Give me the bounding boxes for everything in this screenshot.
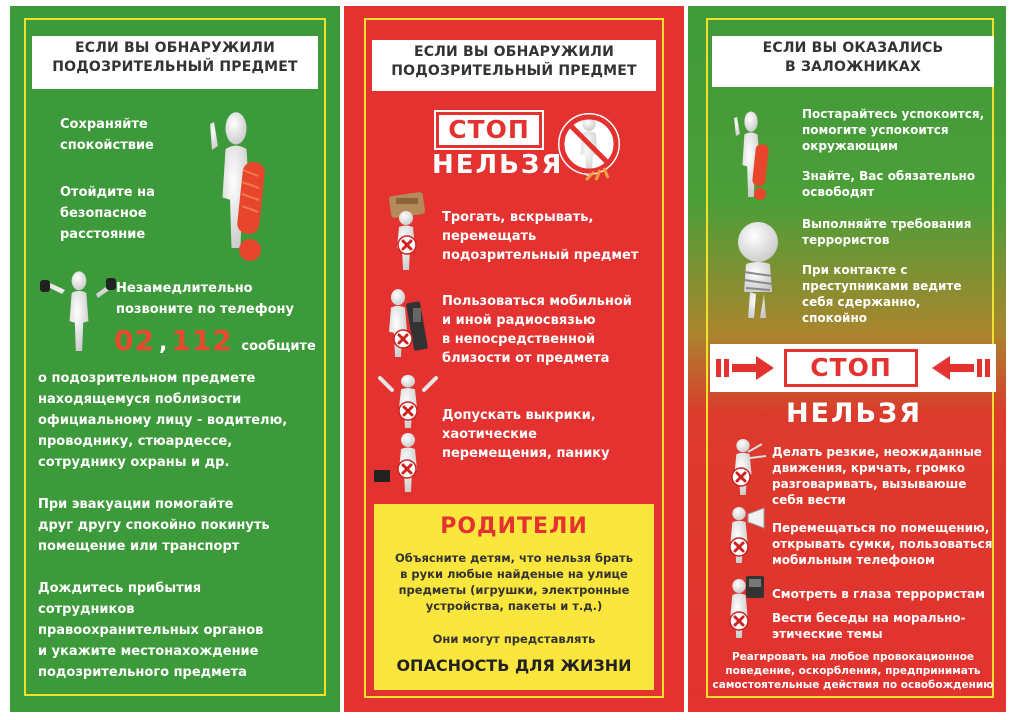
text-line: освободят [802,185,875,199]
phone-separator: , [158,331,168,356]
phone-number-02: 02 [114,324,155,357]
mobile-phone-figure-icon [374,286,434,362]
hostage-forbidden-sudden-moves [772,444,982,508]
text-line: о подозрительном предмете [38,371,256,386]
text-line: Перемещаться по помещению, [772,521,990,535]
text-line: Выполняйте требования [802,217,972,231]
text-line: движения, кричать, громко [772,461,965,475]
text-line: друг другу спокойно покинуть [38,518,270,533]
text-line: разговаривать, вызываюше [772,477,967,491]
text-line: сотрудников [38,602,135,617]
text-line: Реагировать на любое провокационное [731,651,975,663]
text-line: При контакте с [802,263,908,277]
text-line: Вести беседы на морально- [772,611,966,625]
forbidden-item-mobile [442,292,632,368]
no-sign-figure-icon [556,108,622,188]
text-line: безопасное [60,206,147,221]
header-line: ПОДОЗРИТЕЛЬНЫЙ ПРЕДМЕТ [391,63,637,79]
text-line: подозрительного предмета [38,665,247,680]
forbidden-label: НЕЛЬЗЯ [432,150,564,180]
text-line: Дождитесь прибытия [38,581,202,596]
shouting-figure-icon [718,438,768,498]
phone-number-112: 112 [171,324,233,357]
parents-text [374,550,654,614]
hostage-item-rescue [802,168,975,200]
hostage-figure-icon [728,220,788,320]
text-line: в руки любые найденые на улице [400,567,628,581]
hostage-forbidden-provocation [712,650,994,692]
text-line: правоохранительных органов [38,623,264,638]
text-line: официальному лицу - водителю, [38,413,288,428]
forbidden-item-panic [442,406,610,463]
text-line: сотруднику охраны и др. [38,455,230,470]
text-line: спокойно [802,311,867,325]
call-text [116,278,294,320]
text-line: самостоятельные действия по освобождению [712,679,994,691]
text-line: помогите успокоится [802,123,949,137]
panel-header [372,40,656,91]
panel-suspicious-object-actions [10,6,340,712]
header-line: ПОДОЗРИТЕЛЬНЫЙ ПРЕДМЕТ [52,59,298,75]
text-line: расстояние [60,227,146,242]
text-line: Трогать, вскрывать, [442,210,594,225]
text-line: хаотические [442,427,537,442]
text-line: Постарайтесь успокоится, [802,107,985,121]
text-line: устройства, пакеты и т.д.) [425,599,603,613]
text-line: преступниками ведите [802,279,962,293]
touching-figure-icon [378,192,438,272]
text-line: себя сдержанно, [802,295,921,309]
panel-header [32,36,318,89]
hostage-item-comply [802,216,971,248]
text-line: спокойствие [60,138,154,153]
parents-note: Они могут представлять [432,632,596,646]
text-line: Сохраняйте [60,117,148,132]
evacuation-text [38,494,270,557]
megaphone-figure-icon [718,506,768,568]
phone-figure-icon [40,268,118,354]
stop-banner [710,344,996,392]
parents-title: РОДИТЕЛИ [440,514,588,539]
text-line: Делать резкие, неожиданные [772,445,982,459]
report-text [38,368,287,473]
text-line: поведение, оскорбления, предпринимать [725,665,981,677]
hostage-item-contact [802,262,961,326]
header-line: В ЗАЛОЖНИКАХ [785,59,921,75]
exclamation-mark-figure-icon [732,110,776,204]
phone-numbers [114,324,316,357]
arrow-right-icon [716,356,776,380]
text-line: близости от предмета [442,351,610,366]
text-line: перемещать [442,229,537,244]
text-line: предметы (игрушки, электронные [398,583,630,597]
text-line: Объясните детям, что нельзя брать [395,551,633,565]
text-line: себя вести [772,493,846,507]
danger-label: ОПАСНОСТЬ ДЛЯ ЖИЗНИ [396,656,632,675]
arrow-left-icon [930,356,990,380]
forbidden-label: НЕЛЬЗЯ [786,398,923,429]
text-line: Незамедлительно [116,281,253,296]
hostage-forbidden-moving [772,520,992,568]
text-line: подозрительный предмет [442,248,639,263]
calm-text [60,114,154,156]
text-line: и иной радиосвязью [442,313,596,328]
header-line: ЕСЛИ ВЫ ОБНАРУЖИЛИ [74,40,276,56]
running-figure-icon [374,430,436,500]
text-line: Пользоваться мобильной [442,294,632,309]
text-line: Отойдите на [60,185,155,200]
hostage-forbidden-eye-contact: Смотреть в глаза террористам [772,587,985,601]
phone-figure-icon [718,574,768,644]
text-line: мобильным телефоном [772,553,935,567]
header-line: ЕСЛИ ВЫ ОКАЗАЛИСЬ [762,40,944,56]
text-line: помещение или транспорт [38,539,240,554]
hostage-forbidden-moral-talks [772,610,966,642]
text-line: террористов [802,233,890,247]
text-line: перемещения, панику [442,446,610,461]
stop-label: СТОП [436,112,542,148]
text-line: позвоните по телефону [116,302,295,317]
text-line: этические темы [772,627,883,641]
move-away-text [60,182,155,245]
parents-notice [374,504,654,690]
panel-hostage-actions [688,6,1006,712]
exclamation-mark-figure-icon [206,110,276,265]
text-line: При эвакуации помогайте [38,497,234,512]
text-line: Знайте, Вас обязательно [802,169,976,183]
wait-text [38,578,263,683]
text-line: окружающим [802,139,898,153]
text-line: в непосредственной [442,332,596,347]
header-line: ЕСЛИ ВЫ ОБНАРУЖИЛИ [413,44,615,60]
forbidden-item-touch [442,208,638,265]
report-suffix: сообщите [241,339,316,354]
panel-suspicious-object-forbidden [344,6,684,712]
text-line: Допускать выкрики, [442,408,596,423]
text-line: находящемуся поблизости [38,392,242,407]
text-line: открывать сумки, пользоваться [772,537,993,551]
stop-label: СТОП [784,349,918,387]
panel-header [712,36,994,87]
hostage-item-calm [802,106,984,154]
text-line: проводнику, стюардессе, [38,434,233,449]
text-line: и укажите местонахождение [38,644,259,659]
panic-figure-icon [378,372,438,430]
